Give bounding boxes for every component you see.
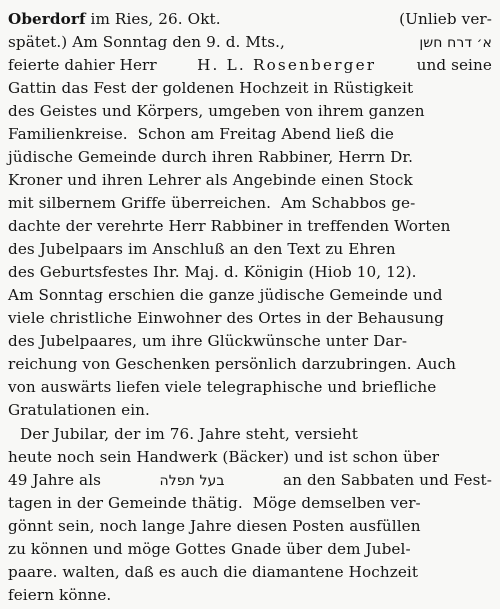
line-text: viele christliche Einwohner des Ortes in der Behausung xyxy=(8,309,444,327)
article-line xyxy=(8,147,492,169)
line-text: Gattin das Fest der goldenen Hochzeit in Rüstigkeit xyxy=(8,79,414,97)
line-text: Kroner und ihren Lehrer als Angebinde einen Stock xyxy=(8,171,413,189)
article-line xyxy=(8,308,492,330)
person-name: H. L. Rosenberger xyxy=(197,56,377,74)
line-text: an den Sabbaten und Fest- xyxy=(283,471,492,489)
line-text: reichung von Geschenken persönlich darzubringen. Auch xyxy=(8,355,457,373)
article-line xyxy=(8,400,492,422)
article-line xyxy=(8,216,492,238)
article-line xyxy=(8,124,492,146)
article-line xyxy=(8,285,492,307)
dateline-date: im Ries, 26. Okt. xyxy=(90,10,221,28)
line-text: 49 Jahre als xyxy=(8,471,102,489)
line-text: Gratulationen ein. xyxy=(8,401,150,419)
article-line xyxy=(8,516,492,538)
dateline-note: (Unlieb ver- xyxy=(399,10,492,28)
hebrew-term: בעל תפלה xyxy=(159,473,225,489)
line-text: paare. walten, daß es auch die diamantene Hochzeit xyxy=(8,563,419,581)
article-line xyxy=(8,331,492,353)
line-text: feierte dahier Herr xyxy=(8,56,157,74)
line-text: mit silbernem Griffe überreichen. Am Schabbos ge- xyxy=(8,194,416,212)
article-line xyxy=(8,78,492,100)
line-text: von auswärts liefen viele telegraphische und briefliche xyxy=(8,378,437,396)
dateline xyxy=(8,9,492,31)
line-text: heute noch sein Handwerk (Bäcker) und ist schon über xyxy=(8,448,440,466)
article-line xyxy=(8,447,492,469)
article-line xyxy=(8,55,492,77)
line-text: zu können und möge Gottes Gnade über dem Jubel- xyxy=(8,540,411,558)
dateline-content xyxy=(8,9,221,29)
article-line xyxy=(8,585,492,607)
dateline-place: Oberdorf xyxy=(8,10,86,28)
article-line xyxy=(8,32,492,54)
article-line xyxy=(8,377,492,399)
line-text: spätet.) Am Sonntag den 9. d. Mts., xyxy=(8,33,285,51)
article-line xyxy=(8,424,492,446)
line-text: jüdische Gemeinde durch ihren Rabbiner, Herrn Dr. xyxy=(8,148,414,166)
article-line xyxy=(8,262,492,284)
hebrew-date: א׳ דרח חשן xyxy=(419,35,492,51)
line-text: gönnt sein, noch lange Jahre diesen Posten ausfüllen xyxy=(8,517,421,535)
line-text: des Geistes und Körpers, umgeben von ihrem ganzen xyxy=(8,102,425,120)
line-text: und seine xyxy=(416,56,492,74)
line-text: des Jubelpaares, um ihre Glückwünsche unter Dar- xyxy=(8,332,408,350)
article-line xyxy=(8,493,492,515)
article-line xyxy=(8,170,492,192)
line-text: dachte der verehrte Herr Rabbiner in treffenden Worten xyxy=(8,217,451,235)
line-text: des Jubelpaars im Anschluß an den Text zu Ehren xyxy=(8,240,396,258)
article-line xyxy=(8,562,492,584)
line-text: tagen in der Gemeinde thätig. Möge demselben ver- xyxy=(8,494,421,512)
article-line xyxy=(8,101,492,123)
article-line xyxy=(8,470,492,492)
article-line xyxy=(8,239,492,261)
line-text: des Geburtsfestes Ihr. Maj. d. Königin (Hiob 10, 12). xyxy=(8,263,417,281)
article-line xyxy=(8,193,492,215)
line-text: Der Jubilar, der im 76. Jahre steht, versieht xyxy=(20,425,359,443)
line-text: Am Sonntag erschien die ganze jüdische Gemeinde und xyxy=(8,286,443,304)
line-text: Familienkreise. Schon am Freitag Abend ließ die xyxy=(8,125,395,143)
article-line xyxy=(8,354,492,376)
article-line xyxy=(8,539,492,561)
line-text: feiern könne. xyxy=(8,586,112,604)
